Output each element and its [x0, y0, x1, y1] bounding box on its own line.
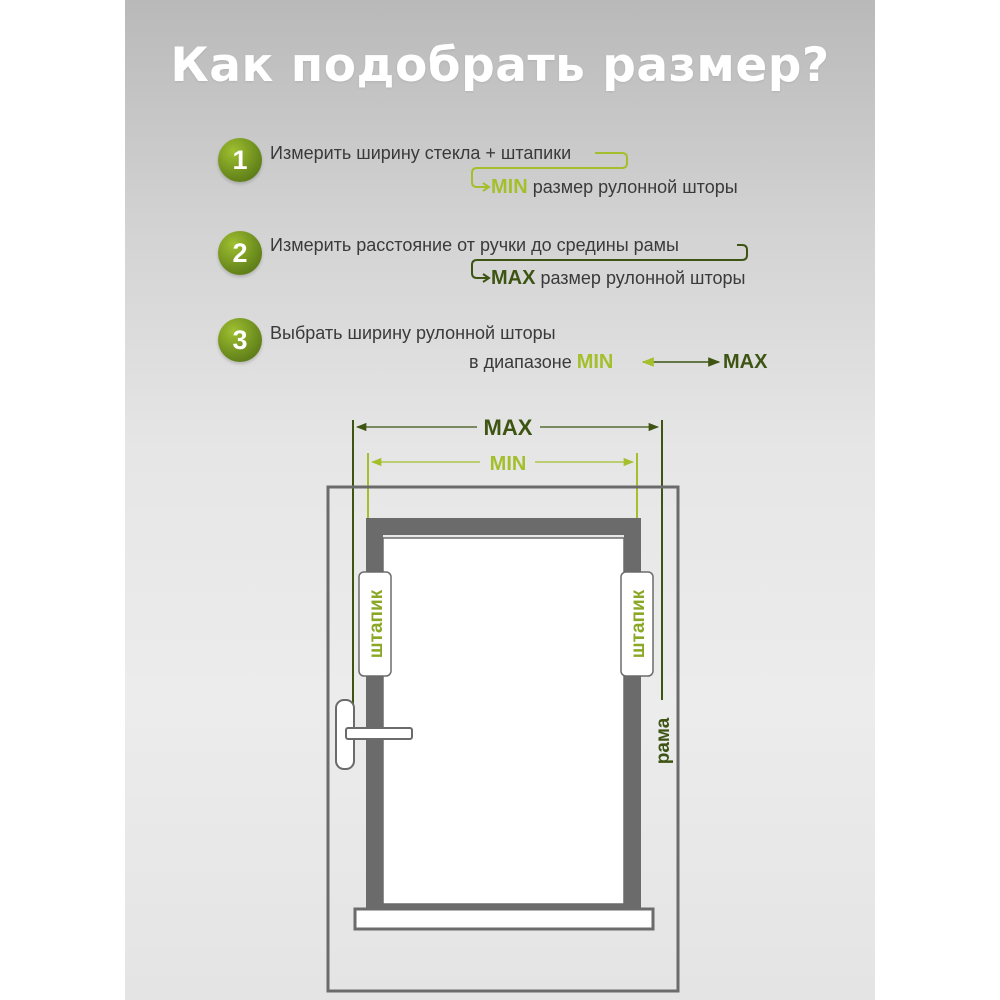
- step-2-max-tag: MAX: [491, 267, 536, 289]
- step-1-bracket: [472, 153, 627, 187]
- max-dimension-label: MAX: [483, 415, 533, 440]
- stop-bead-right-label: штапик: [628, 589, 649, 659]
- min-dimension-label: MIN: [489, 453, 527, 475]
- window-diagram: [125, 0, 875, 1000]
- window-sill: [355, 909, 653, 929]
- step-3-range-prefix: в диапазоне: [469, 352, 572, 372]
- infographic-panel: [125, 0, 875, 1000]
- window-glass: [383, 538, 624, 904]
- step-1-badge: 1: [218, 138, 262, 182]
- step-3-range-min: MIN: [576, 351, 614, 373]
- step-2-badge: 2: [218, 231, 262, 275]
- step-1-text: Измерить ширину стекла + штапики: [270, 143, 572, 163]
- step-3-badge: 3: [218, 318, 262, 362]
- page-title: Как подобрать размер?: [170, 38, 830, 93]
- window-handle-lever: [346, 728, 412, 739]
- step-2-result-text: размер рулонной шторы: [540, 268, 746, 288]
- stop-bead-left-label: штапик: [366, 589, 387, 659]
- step-3-range-max: MAX: [723, 351, 768, 373]
- step-2-text: Измерить расстояние от ручки до средины рамы: [270, 235, 679, 255]
- step-1-min-tag: MIN: [491, 176, 528, 198]
- step-2-bracket: [472, 245, 747, 278]
- step-1-result-text: размер рулонной шторы: [532, 177, 738, 197]
- frame-label: рама: [653, 717, 674, 765]
- step-3-text: Выбрать ширину рулонной шторы: [270, 323, 556, 343]
